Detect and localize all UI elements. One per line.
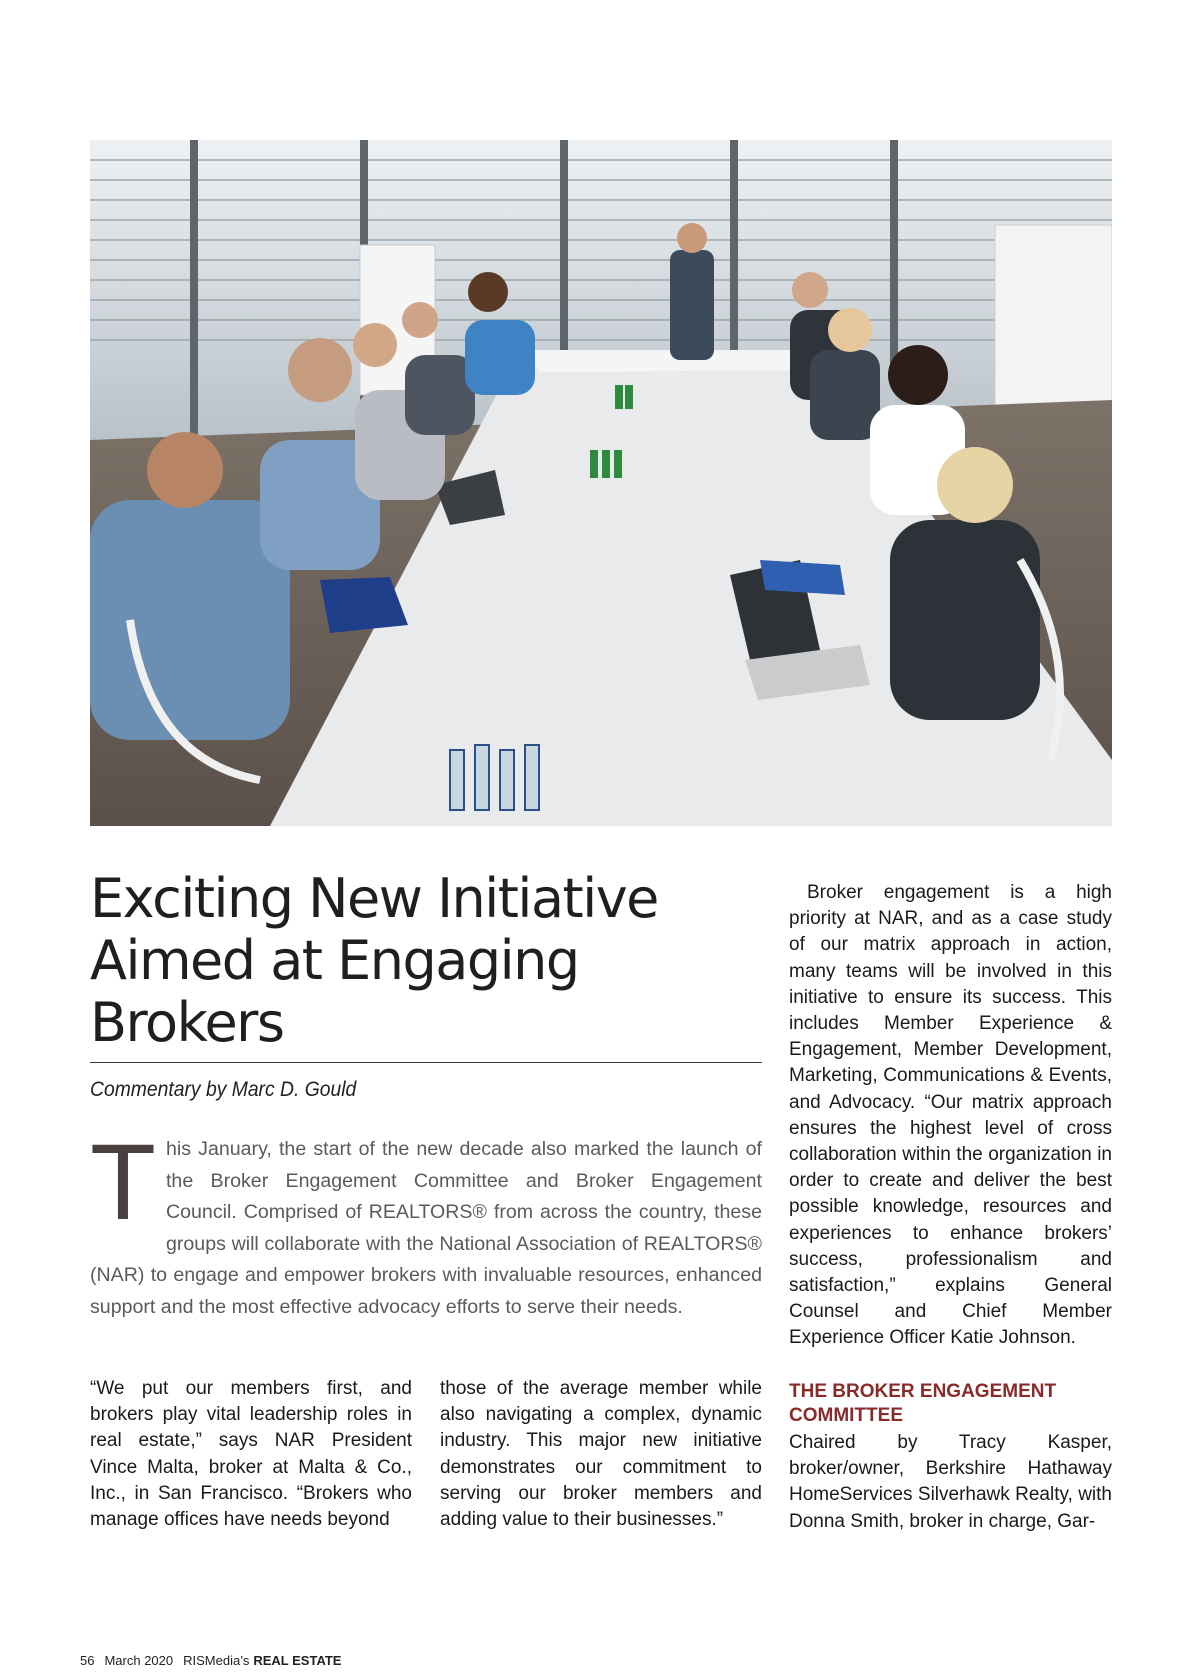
publication-name: REAL ESTATE (253, 1653, 342, 1668)
byline: Commentary by Marc D. Gould (90, 1078, 357, 1101)
title-divider (90, 1062, 762, 1063)
issue-date: March 2020 (104, 1653, 174, 1668)
section-subhead: THE BROKER ENGAGEMENT COMMITTEE (789, 1381, 1057, 1426)
page-footer (80, 1653, 341, 1668)
conference-room-photo-illustration (90, 140, 1112, 826)
body-column-2: those of the average member while also navigating a complex, dynamic industry. This major new initiative demonstrates our commitment to serving our broker members and adding value to their businesses.” (440, 1378, 762, 1531)
article-title (90, 868, 770, 1054)
hero-photo (90, 140, 1112, 826)
lede-paragraph (90, 1121, 762, 1323)
title-line-2: Aimed at Engaging (90, 929, 579, 992)
body-column-3: Broker engagement is a high priority at NAR, and as a case study of our matrix approach in action, many teams will be involved in this initiative to ensure its success. This includes Member Experience & Engagement, Member Development, Marketing, Communications & Events, and Advocacy. “Our matrix approach ensures the highest level of cross collaboration within the organization in order to create and deliver the best possible knowledge, resources and experiences to enhance brokers’ success, professionalism and satisfaction,” explains General Counsel and Chief Member Experience Officer Katie Johnson. (789, 882, 1112, 1349)
lede-text: his January, the start of the new decade also marked the launch of the Broker Engagement Committee and Broker Engagement Council. Comprised of REALTORS® from across the country, these groups will collaborate with the National Association of REALTORS® (NAR) to engage and empower brokers with invaluable resources, enhanced support and the most effective advocacy efforts to serve their needs. (90, 1138, 762, 1318)
drop-cap: T (90, 1121, 156, 1242)
title-line-1: Exciting New Initiative (90, 867, 658, 930)
body-column-4: Chaired by Tracy Kasper, broker/owner, Berkshire Hathaway HomeServices Silverhawk Realty, with Donna Smith, broker in charge, Gar- (789, 1432, 1112, 1532)
publication-prefix: RISMedia’s (183, 1653, 250, 1668)
title-line-3: Brokers (90, 991, 284, 1054)
page-number: 56 (80, 1653, 95, 1668)
body-column-1: “We put our members first, and brokers play vital leadership roles in real estate,” says NAR President Vince Malta, broker at Malta & Co., Inc., in San Francisco. “Brokers who manage offices have needs beyond (90, 1378, 412, 1531)
